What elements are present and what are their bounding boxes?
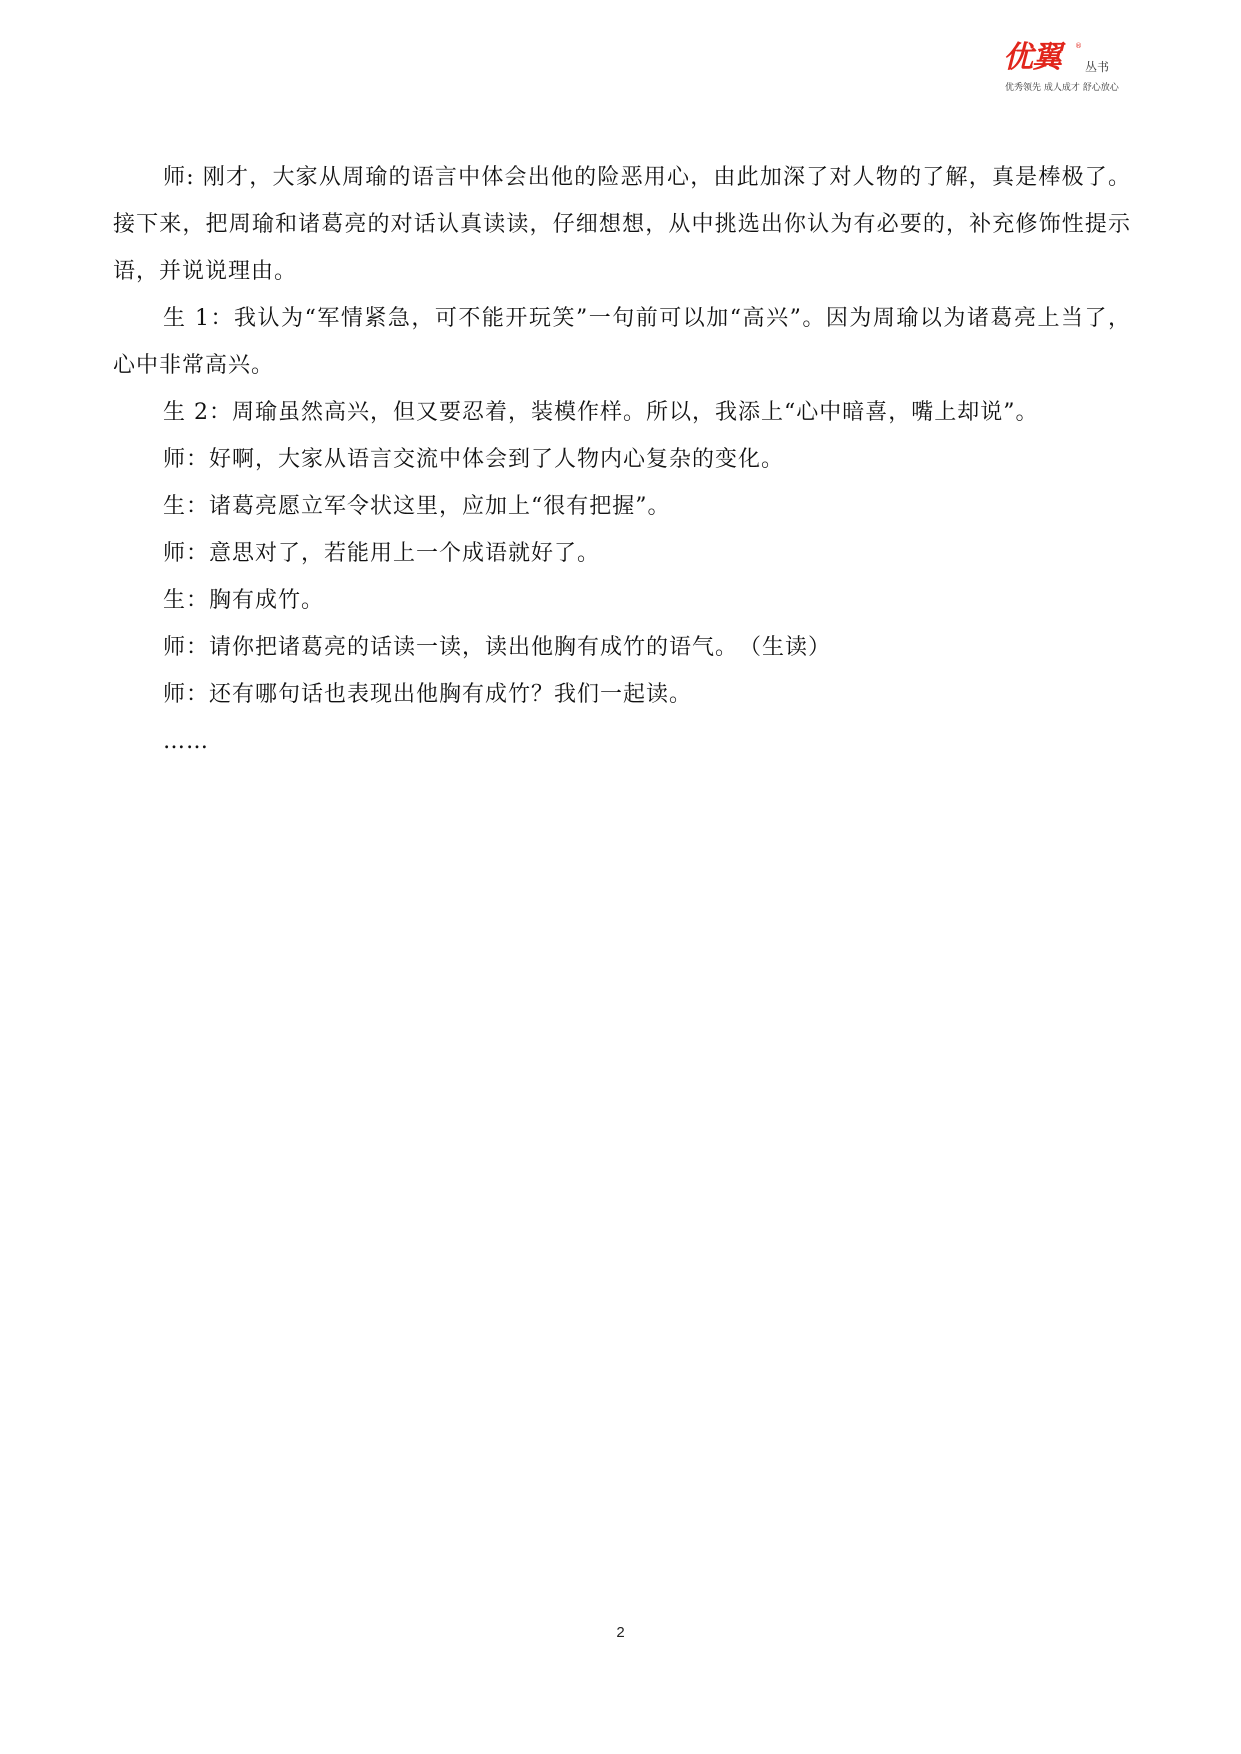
paragraph: 生：诸葛亮愿立军令状这里，应加上“很有把握”。 <box>163 494 671 519</box>
logo-slogan: 优秀领先 成人成才 舒心放心 <box>1005 83 1119 93</box>
logo-main-text: 优翼 <box>1003 40 1061 75</box>
paragraph: 生：胸有成竹。 <box>163 588 325 613</box>
page-number: 2 <box>616 1624 625 1641</box>
paragraph: 师：还有哪句话也表现出他胸有成竹？我们一起读。 <box>163 682 693 707</box>
paragraph: 师：好啊，大家从语言交流中体会到了人物内心复杂的变化。 <box>163 447 785 472</box>
paragraph: 师: 刚才，大家从周瑜的语言中体会出他的险恶用心，由此加深了对人物的了解，真是棒极了。接下来，把周瑜和诸葛亮的对话认真读读，仔细想想，从中挑选出你认为有必要的，补充修饰性提示语，并说说理由。 <box>113 165 1131 284</box>
brand-logo <box>1003 40 1131 96</box>
paragraph: 生 1：我认为“军情紧急，可不能开玩笑”一句前可以加“高兴”。因为周瑜以为诸葛亮上当了，心中非常高兴。 <box>113 306 1131 378</box>
paragraph: 生 2：周瑜虽然高兴，但又要忍着，装模作样。所以，我添上“心中暗喜，嘴上却说”。 <box>163 400 1039 425</box>
logo-sub-text: 丛书 <box>1085 60 1110 74</box>
paragraph: 师：请你把诸葛亮的话读一读，读出他胸有成竹的语气。 （生读） <box>163 635 832 660</box>
logo-registered-mark: ® <box>1075 42 1082 50</box>
document-body <box>113 154 1131 765</box>
paragraph: 师：意思对了，若能用上一个成语就好了。 <box>163 541 601 566</box>
ellipsis-paragraph: …… <box>163 729 209 754</box>
